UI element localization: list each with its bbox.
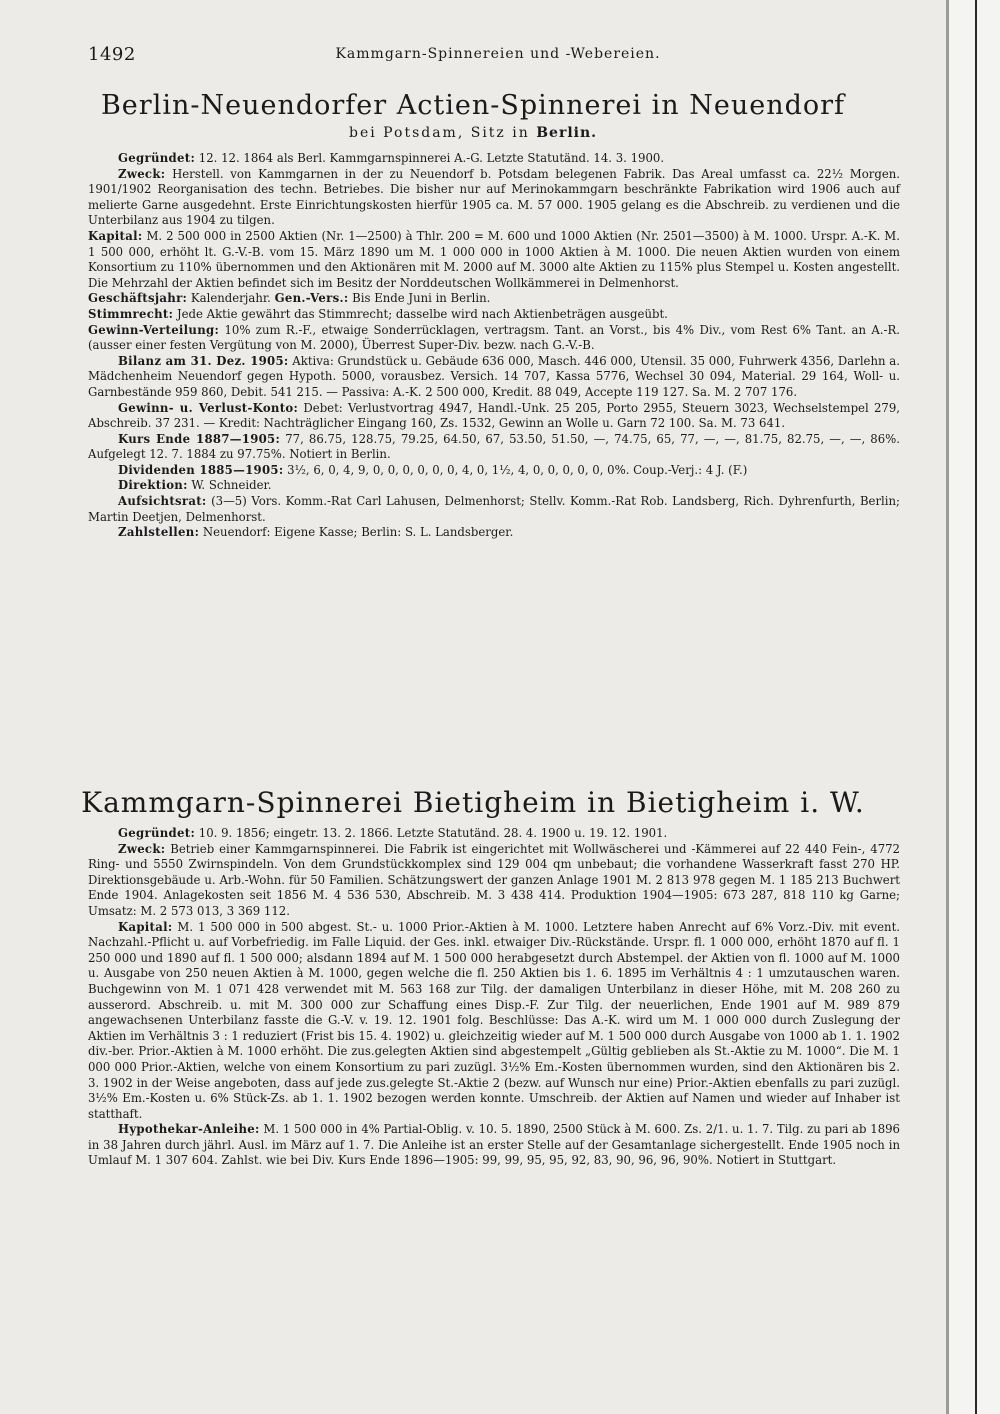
entry-paragraph: Hypothekar-Anleihe: M. 1 500 000 in 4% Partial-Oblig. v. 10. 5. 1890, 2500 Stück à M. 600. Zs. 2/1. u. 1. 7. Tilg. zu pari ab 1896 in 38 Jahren durch jährl. Ausl. im März auf 1. 7. Die Anleihe ist an erster Stelle auf der Gesamtanlage sichergestellt. Ende 1905 noch in Umlauf M. 1 307 604. Zahlst. wie bei Div. Kurs Ende 1896—1905: 99, 99, 95, 95, 92, 83, 90, 96, 96, 90%. Notiert in Stuttgart. <box>88 1122 900 1168</box>
entry-paragraph: Zweck: Betrieb einer Kammgarnspinnerei. Die Fabrik ist eingerichtet mit Wollwäscherei und -Kämmerei auf 22 440 Fein-, 4772 Ring- und 5550 Zwirnspindeln. Von dem Grundstückkomplex sind 129 004 qm unbebaut; die vorhandene Wasserkraft fasst 270 HP. Direktionsgebäude u. Arb.-Wohn. für 50 Familien. Schätzungswert der ganzen Anlage 1901 M. 2 813 978 gegen M. 1 185 213 Buchwert Ende 1904. Anlagekosten seit 1856 M. 4 536 530, Abschreib. M. 3 438 414. Produktion 1904—1905: 673 287, 818 110 kg Garne; Umsatz: M. 2 573 013, 3 369 112. <box>88 841 900 918</box>
company-subtitle <box>0 125 946 141</box>
company-title: Berlin-Neuendorfer Actien-Spinnerei in Neuendorf <box>100 90 846 121</box>
entry-paragraph: Aufsichtsrat: (3—5) Vors. Komm.-Rat Carl Lahusen, Delmenhorst; Stellv. Komm.-Rat Rob. Landsberg, Rich. Dyhrenfurth, Berlin; Martin Deetjen, Delmenhorst. <box>88 494 900 524</box>
running-title: Kammgarn-Spinnereien und -Webereien. <box>335 46 661 62</box>
entry-paragraph: Gegründet: 10. 9. 1856; eingetr. 13. 2. 1866. Letzte Statutänd. 28. 4. 1900 u. 19. 12. 1901. <box>118 826 668 840</box>
subtitle-city: Berlin. <box>536 125 598 141</box>
entry-paragraph: Kurs Ende 1887—1905: 77, 86.75, 128.75, 79.25, 64.50, 67, 53.50, 51.50, —, 74.75, 65, 77, —, —, 81.75, 82.75, —, —, 86%. Aufgelegt 12. 7. 1884 zu 97.75%. Notiert in Berlin. <box>88 431 900 462</box>
entry-paragraph: Stimmrecht: Jede Aktie gewährt das Stimmrecht; dasselbe wird nach Aktienbeträgen ausgeübt. <box>88 306 668 321</box>
entry-paragraph: Gewinn-Verteilung: 10% zum R.-F., etwaige Sonderrücklagen, vertragsm. Tant. an Vorst., bis 4% Div., vom Rest 6% Tant. an A.-R. (ausser einer festen Vergütung von M. 2000), Überrest Super-Div. bezw. nach G.-V.-B. <box>88 322 900 353</box>
entry-paragraph: Kapital: M. 1 500 000 in 500 abgest. St.- u. 1000 Prior.-Aktien à M. 1000. Letztere haben Anrecht auf 6% Vorz.-Div. mit event. Nachzahl.-Pflicht u. auf Vorbefriedig. im Falle Liquid. der Ges. inkl. etwaiger Div.-Rückstände. Urspr. fl. 1 000 000, erhöht 1870 auf fl. 1 250 000 und 1890 auf fl. 1 500 000; alsdann 1894 auf M. 1 500 000 herabgesetzt durch Abstempel. der Aktien von fl. 1000 auf M. 1000 u. Ausgabe von 250 neuen Aktien à M. 1000, gegen welche die fl. 250 Aktien bis 1. 6. 1895 im Verhältnis 4 : 1 umzutauschen waren. Buchgewinn von M. 1 071 428 verwendet mit M. 563 168 zur Tilg. der damaligen Unterbilanz in dieser Höhe, mit M. 208 260 zu ausserord. Abschreib. u. mit M. 300 000 zur Schaffung eines Disp.-F. Zur Tilg. der neuerlichen, Ende 1901 auf M. 989 879 angewachsenen Unterbilanz fasste die G.-V. v. 19. 12. 1901 folg. Beschlüsse: Das A.-K. wird um M. 1 000 000 durch Zuslegung der Aktien im Verhältnis 3 : 1 reduziert (Frist bis 15. 4. 1902) u. gleichzeitig wieder auf M. 1 500 000 durch Ausgabe von 1000 ab 1. 1. 1902 div.-ber. Prior.-Aktien à M. 1000 erhöht. Die zus.gelegten Aktien sind abgestempelt „Gültig geblieben als St.-Aktie zu M. 1000“. Die M. 1 000 000 Prior.-Aktien, welche von einem Konsortium zu pari zuzügl. 3½% Em.-Kosten übernommen wurden, sind den Aktionären bis 2. 3. 1902 in der Weise angeboten, dass auf jede zus.gelegte St.-Aktie 2 (bezw. auf Wunsch nur eine) Prior.-Aktien ebenfalls zu pari zuzügl. 3½% Em.-Kosten u. 6% Stück-Zs. ab 1. 1. 1902 bezogen werden konnte. Umschreib. der Aktien auf Namen und wieder auf Inhaber ist statthaft. <box>88 919 900 1121</box>
entry-paragraph: Bilanz am 31. Dez. 1905: Aktiva: Grundstück u. Gebäude 636 000, Masch. 446 000, Utensil. 35 000, Fuhrwerk 4356, Darlehn a. Mädchenheim Neuendorf gegen Hypoth. 5000, vorausbez. Versich. 14 707, Kassa 5776, Wechsel 30 094, Material. 29 164, Woll- u. Garnbestände 959 860, Debit. 541 215. — Passiva: A.-K. 2 500 000, Kredit. 88 049, Accepte 119 127. Sa. M. 2 707 176. <box>88 353 900 399</box>
subtitle-prefix: bei Potsdam, Sitz in <box>348 125 530 141</box>
entry-paragraph: Direktion: W. Schneider. <box>118 478 272 493</box>
entry-paragraph: Zahlstellen: Neuendorf: Eigene Kasse; Berlin: S. L. Landsberger. <box>118 525 514 540</box>
entry-paragraph: Kapital: M. 2 500 000 in 2500 Aktien (Nr. 1—2500) à Thlr. 200 = M. 600 und 1000 Aktien (Nr. 2501—3500) à M. 1000. Urspr. A.-K. M. 1 500 000, erhöht lt. G.-V.-B. vom 15. März 1890 um M. 1 000 000 in 1000 Aktien à M. 1000. Die neuen Aktien wurden von einem Konsortium zu 110% übernommen und den Aktionären mit M. 2000 auf M. 3000 alte Aktien zu 115% plus Stempel u. Kosten angestellt. Die Mehrzahl der Aktien befindet sich im Besitz der Norddeutschen Wollkämmerei in Delmenhorst. <box>88 228 900 290</box>
page-number: 1492 <box>88 44 136 65</box>
company-title: Kammgarn-Spinnerei Bietigheim in Bietigheim i. W. <box>81 786 865 819</box>
entry-paragraph: Dividenden 1885—1905: 3½, 6, 0, 4, 9, 0, 0, 0, 0, 0, 0, 4, 0, 1½, 4, 0, 0, 0, 0, 0, 0%. Coup.-Verj.: 4 J. (F.) <box>118 462 748 477</box>
entry-paragraph: Zweck: Herstell. von Kammgarnen in der zu Neuendorf b. Potsdam belegenen Fabrik. Das Areal umfasst ca. 22½ Morgen. 1901/1902 Reorganisation des techn. Betriebes. Die bisher nur auf Merinokammgarn beschränkte Fabrikation wird 1906 auch auf melierte Garne ausgedehnt. Erste Einrichtungskosten hierfür 1905 ca. M. 57 000. 1905 gelang es die Abschreib. zu verdienen und die Unterbilanz aus 1904 zu tilgen. <box>88 166 900 228</box>
entry-paragraph: Gegründet: 12. 12. 1864 als Berl. Kammgarnspinnerei A.-G. Letzte Statutänd. 14. 3. 1900. <box>118 151 665 165</box>
page-edge <box>946 0 1000 1414</box>
entry-paragraph: Geschäftsjahr: Kalenderjahr. Gen.-Vers.: Bis Ende Juni in Berlin. <box>88 291 491 306</box>
binding-line <box>975 0 977 1414</box>
running-header <box>88 44 908 70</box>
company-2-body <box>88 826 900 1169</box>
company-1-body <box>88 151 900 541</box>
entry-paragraph: Gewinn- u. Verlust-Konto: Debet: Verlustvortrag 4947, Handl.-Unk. 25 205, Porto 2955, Steuern 3023, Wechselstempel 279, Abschreib. 37 231. — Kredit: Nachträglicher Eingang 160, Zs. 1532, Gewinn an Wolle u. Garn 72 100. Sa. M. 73 641. <box>88 400 900 431</box>
